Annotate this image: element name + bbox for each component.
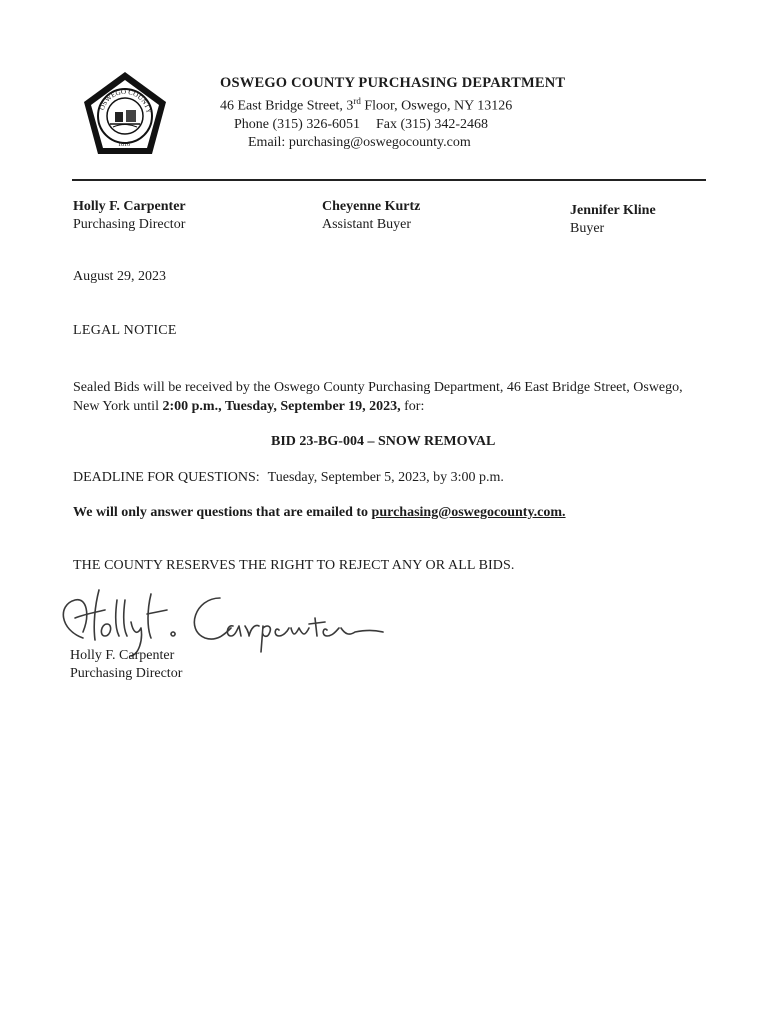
staff-title: Assistant Buyer xyxy=(322,217,412,232)
fax-number: Fax (315) 342-2468 xyxy=(376,116,488,132)
reserve-rights-statement: THE COUNTY RESERVES THE RIGHT TO REJECT ANY OR ALL BIDS. xyxy=(73,558,515,573)
svg-text:OSWEGO COUNTY: OSWEGO COUNTY xyxy=(97,87,153,115)
phone-number: Phone (315) 326-6051 xyxy=(234,116,360,132)
staff-title: Buyer xyxy=(570,221,605,236)
staff-title: Purchasing Director xyxy=(73,217,186,232)
bid-title: BID 23-BG-004 – SNOW REMOVAL xyxy=(271,434,496,449)
bid-due-date: 2:00 p.m., Tuesday, September 19, 2023, xyxy=(162,399,401,414)
staff-entry xyxy=(73,198,186,234)
organization-name: OSWEGO COUNTY PURCHASING DEPARTMENT xyxy=(220,75,566,91)
notice-date: August 29, 2023 xyxy=(73,269,166,284)
svg-text:1816: 1816 xyxy=(118,142,130,148)
phone-fax-line xyxy=(220,116,565,134)
address-line: 46 East Bridge Street, 3rd Floor, Oswego, NY 13126 xyxy=(220,96,513,114)
notice-heading: LEGAL NOTICE xyxy=(73,323,177,338)
staff-entry xyxy=(322,198,420,234)
signature-block xyxy=(70,647,182,683)
staff-name: Jennifer Kline xyxy=(570,203,656,218)
signer-name: Holly F. Carpenter xyxy=(70,648,175,663)
notice-body: Sealed Bids will be received by the Oswego County Purchasing Department, 46 East Bridge Street, Oswego, New York until 2:00 p.m., Tuesday, September 19, 2023, for: xyxy=(73,380,683,414)
staff-name: Holly F. Carpenter xyxy=(73,199,186,214)
questions-deadline: DEADLINE FOR QUESTIONS: Tuesday, September 5, 2023, by 3:00 p.m. xyxy=(73,470,504,485)
signer-title: Purchasing Director xyxy=(70,666,183,681)
staff-entry xyxy=(570,202,656,238)
header-divider xyxy=(72,179,706,181)
county-seal-logo xyxy=(80,70,170,158)
staff-name: Cheyenne Kurtz xyxy=(322,199,421,214)
questions-instructions: We will only answer questions that are emailed to purchasing@oswegocounty.com. xyxy=(73,505,566,520)
letterhead xyxy=(220,74,565,152)
email-link[interactable]: purchasing@oswegocounty.com. xyxy=(371,505,566,520)
email-line: Email: purchasing@oswegocounty.com xyxy=(248,134,471,150)
